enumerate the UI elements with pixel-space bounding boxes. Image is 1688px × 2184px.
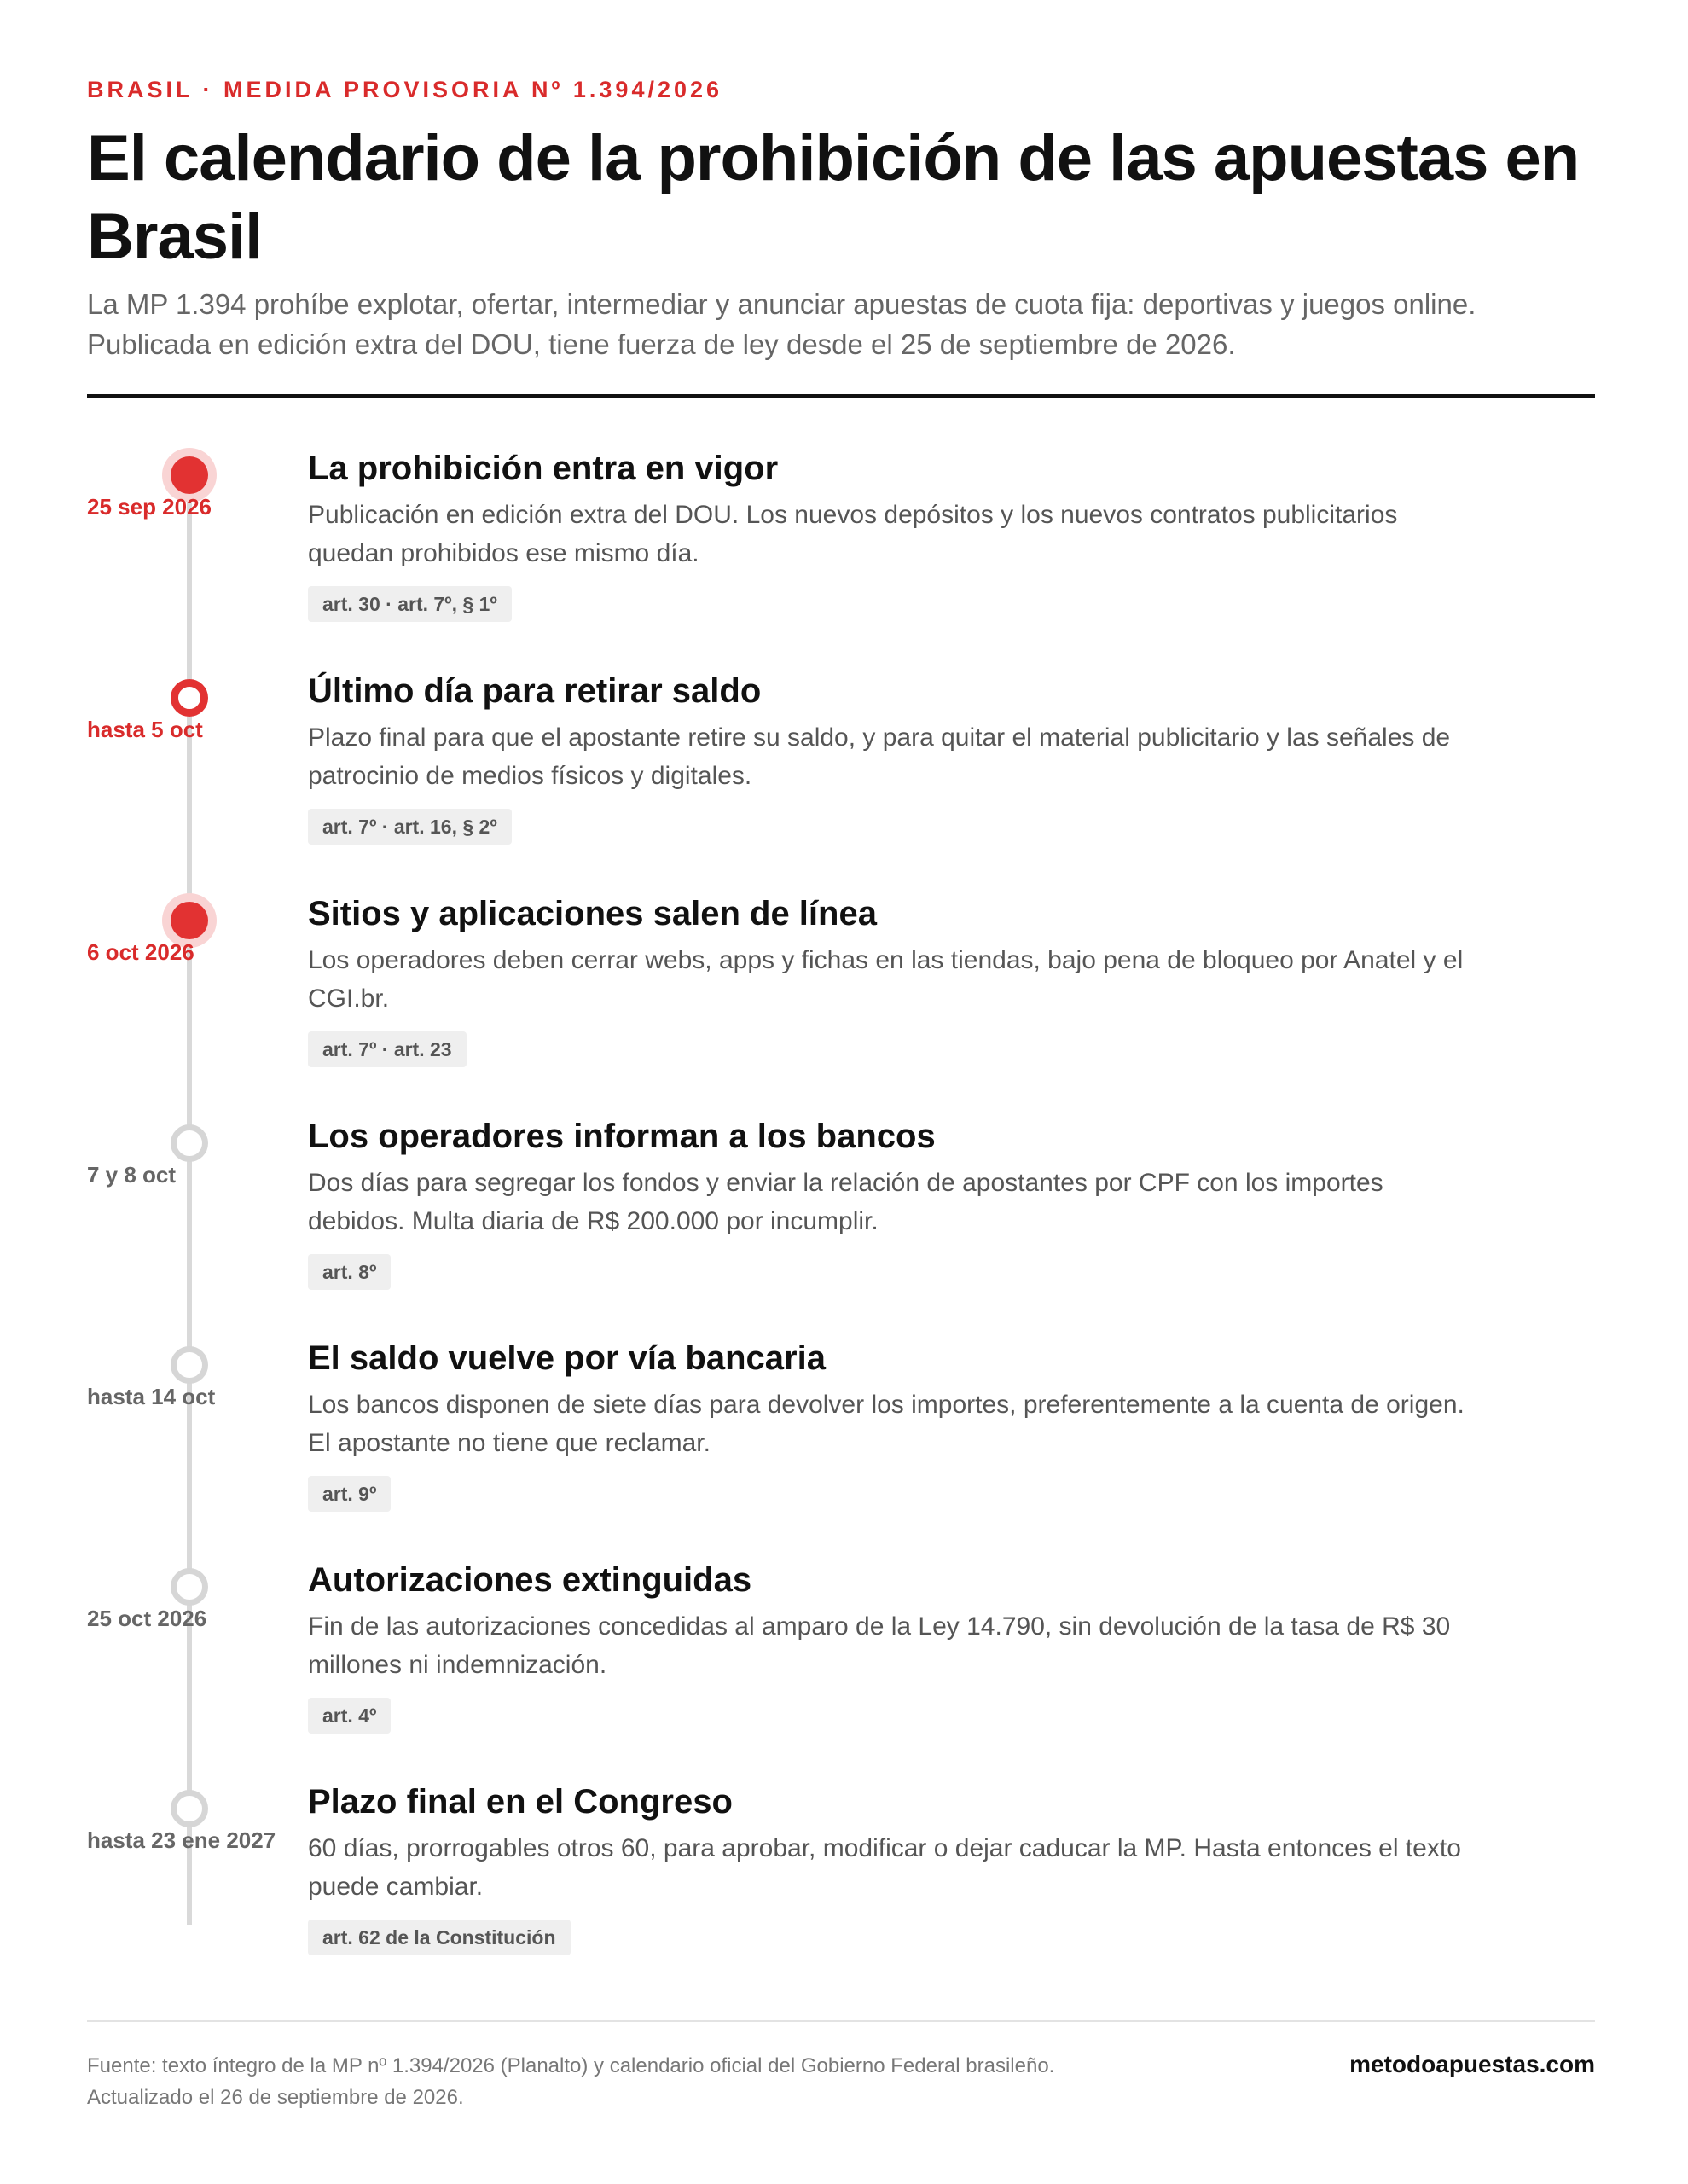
event-title: Los operadores informan a los bancos (308, 1118, 936, 1155)
timeline-event (0, 1561, 1688, 1739)
event-title: Autorizaciones extinguidas (308, 1561, 752, 1599)
event-description: Plazo final para que el apostante retire su saldo, y para quitar el material publicitario y las señales de patrocinio de medios físicos y digitales. (308, 723, 1451, 790)
subtitle: La MP 1.394 prohíbe explotar, ofertar, intermediar y anunciar apuestas de cuota fija: deportivas y juegos online. Publicada en edición extra del DOU, tiene fuerza de ley desde el 25 de septiembre de 2026. (87, 288, 1476, 360)
article-tag: art. 7º · art. 23 (308, 1031, 467, 1067)
event-date: hasta 23 ene 2027 (87, 1827, 276, 1853)
event-description: Dos días para segregar los fondos y enviar la relación de apostantes por CPF con los importes debidos. Multa diaria de R$ 200.000 por incumplir. (308, 1169, 1383, 1235)
ring-marker-icon (171, 1346, 208, 1384)
ring-marker-icon (171, 679, 208, 717)
updated-line: Actualizado el 26 de septiembre de 2026. (87, 2086, 464, 2109)
footer-divider (87, 2020, 1595, 2022)
event-title: Sitios y aplicaciones salen de línea (308, 895, 877, 932)
event-description: 60 días, prorrogables otros 60, para aprobar, modificar o dejar caducar la MP. Hasta entonces el texto puede cambiar. (308, 1834, 1461, 1901)
article-tag: art. 8º (308, 1254, 391, 1290)
ring-marker-icon (171, 1124, 208, 1162)
event-title: Plazo final en el Congreso (308, 1783, 733, 1821)
event-date: 6 oct 2026 (87, 939, 194, 965)
event-description: Los operadores deben cerrar webs, apps y fichas en las tiendas, bajo pena de bloqueo por Anatel y el CGI.br. (308, 946, 1464, 1013)
timeline-event (0, 450, 1688, 627)
filled-marker-icon (171, 902, 208, 939)
timeline-event (0, 1118, 1688, 1295)
timeline-event (0, 1783, 1688, 1960)
event-description: Publicación en edición extra del DOU. Los nuevos depósitos y los nuevos contratos publicitarios quedan prohibidos ese mismo día. (308, 501, 1398, 567)
source-line: Fuente: texto íntegro de la MP nº 1.394/2026 (Planalto) y calendario oficial del Gobierno Federal brasileño. (87, 2054, 1055, 2077)
event-date: 7 y 8 oct (87, 1162, 177, 1188)
article-tag: art. 30 · art. 7º, § 1º (308, 586, 512, 622)
timeline-event (0, 672, 1688, 850)
timeline-event (0, 1339, 1688, 1517)
source-note (87, 2050, 1281, 2113)
filled-marker-icon (171, 456, 208, 494)
event-date: hasta 5 oct (87, 717, 203, 742)
article-tag: art. 9º (308, 1476, 391, 1512)
event-date: 25 oct 2026 (87, 1606, 207, 1631)
article-tag: art. 62 de la Constitución (308, 1920, 571, 1955)
kicker: BRASIL · MEDIDA PROVISORIA Nº 1.394/2026 (87, 77, 723, 102)
ring-marker-icon (171, 1790, 208, 1827)
event-description: Fin de las autorizaciones concedidas al amparo de la Ley 14.790, sin devolución de la tasa de R$ 30 millones ni indemnización. (308, 1612, 1451, 1679)
timeline-event (0, 895, 1688, 1072)
event-date: 25 sep 2026 (87, 494, 212, 520)
article-tag: art. 4º (308, 1698, 391, 1734)
event-title: El saldo vuelve por vía bancaria (308, 1339, 826, 1377)
article-tag: art. 7º · art. 16, § 2º (308, 809, 512, 845)
brand-name: metodoapuestas.com (1349, 2051, 1595, 2077)
page-title: El calendario de la prohibición de las apuestas en Brasil (87, 122, 1580, 273)
event-description: Los bancos disponen de siete días para devolver los importes, preferentemente a la cuenta de origen. El apostante no tiene que reclamar. (308, 1391, 1465, 1457)
event-title: La prohibición entra en vigor (308, 450, 779, 487)
event-date: hasta 14 oct (87, 1384, 216, 1409)
event-title: Último día para retirar saldo (308, 672, 762, 710)
ring-marker-icon (171, 1568, 208, 1606)
header-divider (87, 394, 1595, 398)
